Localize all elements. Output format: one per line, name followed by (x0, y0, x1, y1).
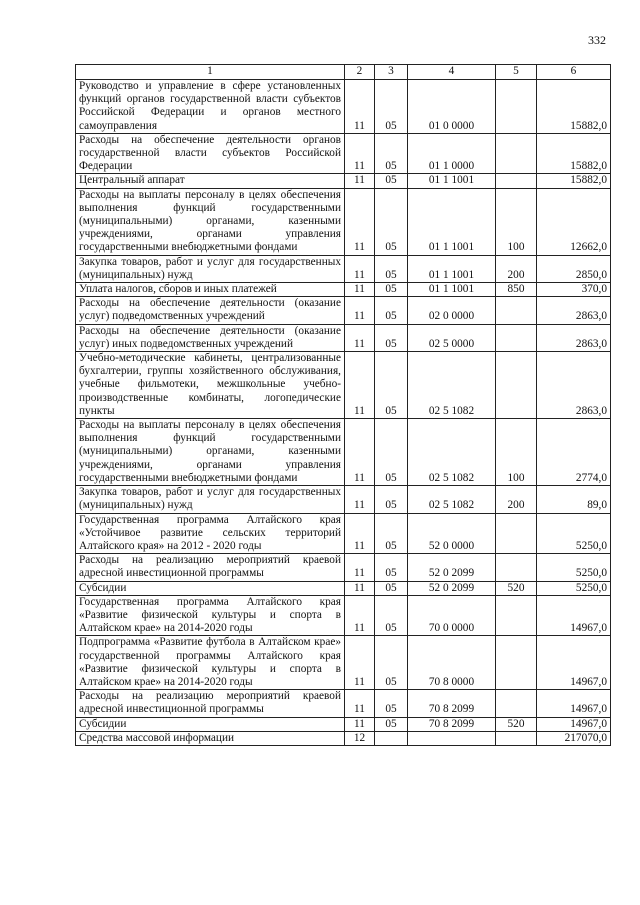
row-subsection-cell: 05 (375, 283, 408, 297)
row-subsection-cell: 05 (375, 174, 408, 188)
row-target-article-cell: 01 0 0000 (408, 80, 496, 134)
table-row (76, 690, 611, 717)
row-name-cell: Центральный аппарат (76, 174, 345, 188)
row-target-article-cell: 02 5 1082 (408, 486, 496, 513)
row-sum-cell: 2774,0 (537, 419, 611, 486)
table-row (76, 595, 611, 636)
row-target-article-cell: 70 8 0000 (408, 636, 496, 690)
row-expense-type-cell (496, 80, 537, 134)
row-sum-cell: 14967,0 (537, 690, 611, 717)
row-subsection-cell: 05 (375, 595, 408, 636)
row-subsection-cell: 05 (375, 717, 408, 731)
row-target-article-cell: 70 8 2099 (408, 717, 496, 731)
row-section-cell: 11 (345, 486, 375, 513)
row-subsection-cell: 05 (375, 486, 408, 513)
row-sum-cell: 2863,0 (537, 297, 611, 324)
table-row (76, 513, 611, 554)
row-subsection-cell: 05 (375, 188, 408, 255)
row-sum-cell: 15882,0 (537, 80, 611, 134)
row-name-cell: Расходы на реализацию мероприятий краевой адресной инвестиционной программы (76, 690, 345, 717)
row-subsection-cell: 05 (375, 419, 408, 486)
header-col-target-article: 4 (408, 65, 496, 80)
row-expense-type-cell (496, 513, 537, 554)
row-subsection-cell: 05 (375, 636, 408, 690)
row-target-article-cell: 02 5 1082 (408, 352, 496, 419)
row-name-cell: Субсидии (76, 581, 345, 595)
row-section-cell: 11 (345, 581, 375, 595)
row-subsection-cell: 05 (375, 581, 408, 595)
row-expense-type-cell (496, 731, 537, 745)
row-name-cell: Субсидии (76, 717, 345, 731)
row-sum-cell: 14967,0 (537, 595, 611, 636)
row-section-cell: 11 (345, 324, 375, 351)
table-row (76, 188, 611, 255)
row-target-article-cell: 01 1 1001 (408, 255, 496, 282)
row-sum-cell: 14967,0 (537, 636, 611, 690)
row-sum-cell: 5250,0 (537, 581, 611, 595)
table-row (76, 581, 611, 595)
row-expense-type-cell (496, 595, 537, 636)
row-target-article-cell: 02 5 1082 (408, 419, 496, 486)
row-sum-cell: 15882,0 (537, 174, 611, 188)
row-section-cell: 12 (345, 731, 375, 745)
row-subsection-cell: 05 (375, 297, 408, 324)
row-target-article-cell: 52 0 0000 (408, 513, 496, 554)
row-target-article-cell: 70 8 2099 (408, 690, 496, 717)
table-row (76, 419, 611, 486)
table-row (76, 352, 611, 419)
row-name-cell: Расходы на обеспечение деятельности (оказание услуг) подведомственных учреждений (76, 297, 345, 324)
row-target-article-cell: 52 0 2099 (408, 581, 496, 595)
header-col-section: 2 (345, 65, 375, 80)
row-sum-cell: 5250,0 (537, 513, 611, 554)
row-expense-type-cell (496, 636, 537, 690)
row-target-article-cell: 01 1 1001 (408, 174, 496, 188)
row-name-cell: Расходы на реализацию мероприятий краевой адресной инвестиционной программы (76, 554, 345, 581)
row-sum-cell: 14967,0 (537, 717, 611, 731)
row-name-cell: Государственная программа Алтайского края «Устойчивое развитие сельских территорий Алтайского края» на 2012 - 2020 годы (76, 513, 345, 554)
row-section-cell: 11 (345, 188, 375, 255)
table-row (76, 486, 611, 513)
row-subsection-cell: 05 (375, 352, 408, 419)
row-section-cell: 11 (345, 717, 375, 731)
row-section-cell: 11 (345, 513, 375, 554)
row-name-cell: Закупка товаров, работ и услуг для государственных (муниципальных) нужд (76, 486, 345, 513)
row-subsection-cell (375, 731, 408, 745)
row-target-article-cell: 01 1 1001 (408, 283, 496, 297)
table-row (76, 133, 611, 174)
row-section-cell: 11 (345, 419, 375, 486)
row-expense-type-cell (496, 174, 537, 188)
row-section-cell: 11 (345, 636, 375, 690)
row-name-cell: Расходы на обеспечение деятельности (оказание услуг) иных подведомственных учреждений (76, 324, 345, 351)
row-target-article-cell: 02 0 0000 (408, 297, 496, 324)
row-section-cell: 11 (345, 255, 375, 282)
row-section-cell: 11 (345, 690, 375, 717)
row-expense-type-cell: 520 (496, 581, 537, 595)
row-section-cell: 11 (345, 297, 375, 324)
row-subsection-cell: 05 (375, 690, 408, 717)
page-number: 332 (588, 33, 606, 47)
row-expense-type-cell (496, 297, 537, 324)
row-name-cell: Государственная программа Алтайского края «Развитие физической культуры и спорта в Алтайском крае» на 2014-2020 годы (76, 595, 345, 636)
table-row (76, 636, 611, 690)
table-row (76, 283, 611, 297)
row-name-cell: Учебно-методические кабинеты, централизованные бухгалтерии, группы хозяйственного обслуживания, учебные фильмотеки, межшкольные учебно-производственные комбинаты, логопедические пункты (76, 352, 345, 419)
row-sum-cell: 5250,0 (537, 554, 611, 581)
row-section-cell: 11 (345, 283, 375, 297)
row-expense-type-cell: 200 (496, 486, 537, 513)
header-col-name: 1 (76, 65, 345, 80)
row-name-cell: Закупка товаров, работ и услуг для государственных (муниципальных) нужд (76, 255, 345, 282)
table-row (76, 255, 611, 282)
row-expense-type-cell: 520 (496, 717, 537, 731)
row-sum-cell: 89,0 (537, 486, 611, 513)
table-row (76, 297, 611, 324)
row-expense-type-cell (496, 133, 537, 174)
row-target-article-cell (408, 731, 496, 745)
row-name-cell: Подпрограмма «Развитие футбола в Алтайском крае» государственной программы Алтайского края «Развитие физической культуры и спорта в Алтайском крае» на 2014-2020 годы (76, 636, 345, 690)
row-name-cell: Уплата налогов, сборов и иных платежей (76, 283, 345, 297)
row-subsection-cell: 05 (375, 324, 408, 351)
header-col-sum: 6 (537, 65, 611, 80)
row-expense-type-cell: 200 (496, 255, 537, 282)
row-sum-cell: 2863,0 (537, 324, 611, 351)
row-subsection-cell: 05 (375, 554, 408, 581)
table-row (76, 731, 611, 745)
row-name-cell: Руководство и управление в сфере установленных функций органов государственной власти субъектов Российской Федерации и органов местного самоуправления (76, 80, 345, 134)
table-row (76, 174, 611, 188)
row-name-cell: Средства массовой информации (76, 731, 345, 745)
header-col-subsection: 3 (375, 65, 408, 80)
budget-table (75, 64, 611, 746)
row-sum-cell: 12662,0 (537, 188, 611, 255)
row-section-cell: 11 (345, 554, 375, 581)
header-col-expense-type: 5 (496, 65, 537, 80)
row-section-cell: 11 (345, 595, 375, 636)
table-row (76, 717, 611, 731)
row-subsection-cell: 05 (375, 80, 408, 134)
row-sum-cell: 2863,0 (537, 352, 611, 419)
row-section-cell: 11 (345, 133, 375, 174)
row-name-cell: Расходы на выплаты персоналу в целях обеспечения выполнения функций государственными (муниципальными) органами, казенными учреждениями, органами управления государственными внебюджетными фондами (76, 188, 345, 255)
row-target-article-cell: 01 1 0000 (408, 133, 496, 174)
row-sum-cell: 2850,0 (537, 255, 611, 282)
row-expense-type-cell (496, 324, 537, 351)
row-name-cell: Расходы на выплаты персоналу в целях обеспечения выполнения функций государственными (муниципальными) органами, казенными учреждениями, органами управления государственными внебюджетными фондами (76, 419, 345, 486)
row-name-cell: Расходы на обеспечение деятельности органов государственной власти субъектов Российской Федерации (76, 133, 345, 174)
row-section-cell: 11 (345, 352, 375, 419)
table-row (76, 80, 611, 134)
row-expense-type-cell (496, 352, 537, 419)
row-target-article-cell: 01 1 1001 (408, 188, 496, 255)
row-subsection-cell: 05 (375, 513, 408, 554)
row-target-article-cell: 02 5 0000 (408, 324, 496, 351)
row-expense-type-cell: 100 (496, 188, 537, 255)
row-sum-cell: 370,0 (537, 283, 611, 297)
header-row (76, 65, 611, 80)
row-section-cell: 11 (345, 80, 375, 134)
row-expense-type-cell: 850 (496, 283, 537, 297)
table-row (76, 554, 611, 581)
row-subsection-cell: 05 (375, 133, 408, 174)
row-sum-cell: 217070,0 (537, 731, 611, 745)
row-section-cell: 11 (345, 174, 375, 188)
table-row (76, 324, 611, 351)
row-target-article-cell: 52 0 2099 (408, 554, 496, 581)
row-subsection-cell: 05 (375, 255, 408, 282)
row-sum-cell: 15882,0 (537, 133, 611, 174)
row-target-article-cell: 70 0 0000 (408, 595, 496, 636)
row-expense-type-cell (496, 690, 537, 717)
row-expense-type-cell: 100 (496, 419, 537, 486)
row-expense-type-cell (496, 554, 537, 581)
